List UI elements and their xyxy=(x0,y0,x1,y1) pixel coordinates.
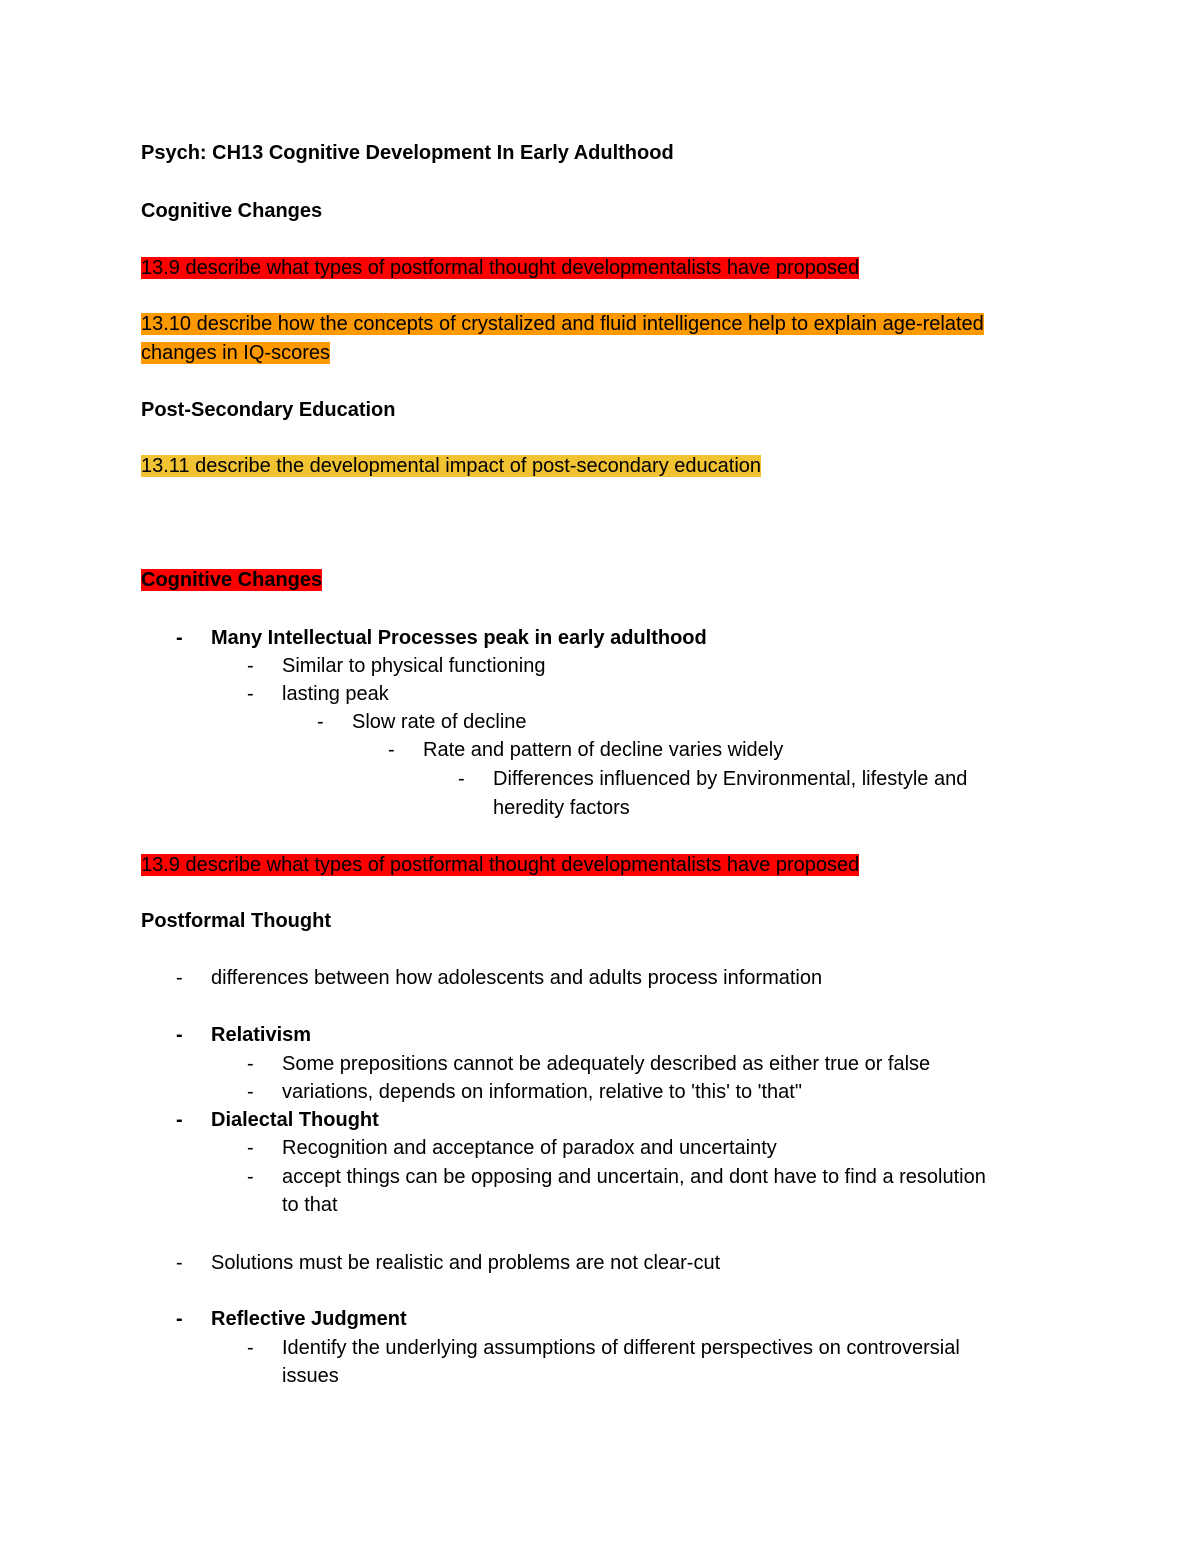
bullet-dash: - xyxy=(176,1252,183,1274)
objective-13-10-text-2: changes in IQ-scores xyxy=(141,342,330,364)
objective-13-10-line2 xyxy=(141,339,330,367)
bullet-dash: - xyxy=(247,683,254,705)
objective-13-11-text: 13.11 describe the developmental impact of post-secondary education xyxy=(141,455,762,477)
list-item: Identify the underlying assumptions of different perspectives on controversial xyxy=(282,1337,960,1359)
bullet-dash: - xyxy=(176,1024,183,1046)
bullet-dash: - xyxy=(247,1166,254,1188)
objective-13-10-line1 xyxy=(141,310,984,338)
list-item: Recognition and acceptance of paradox and uncertainty xyxy=(282,1137,777,1159)
list-item: Slow rate of decline xyxy=(352,711,527,733)
heading-post-secondary: Post-Secondary Education xyxy=(141,399,396,421)
bullet-dash: - xyxy=(458,768,465,790)
list-item-relativism: Relativism xyxy=(211,1024,312,1046)
bullet-dash: - xyxy=(176,1109,183,1131)
list-item-reflective: Reflective Judgment xyxy=(211,1308,407,1330)
list-item-dialectal: Dialectal Thought xyxy=(211,1109,379,1131)
bullet-dash: - xyxy=(247,655,254,677)
list-item: differences between how adolescents and adults process information xyxy=(211,967,823,989)
bullet-dash: - xyxy=(176,627,183,649)
bullet-dash: - xyxy=(247,1053,254,1075)
section-heading-cognitive-text: Cognitive Changes xyxy=(141,569,323,591)
list-item: accept things can be opposing and uncertain, and dont have to find a resolution xyxy=(282,1166,986,1188)
heading-postformal-thought: Postformal Thought xyxy=(141,910,331,932)
bullet-dash: - xyxy=(176,1308,183,1330)
list-item: Similar to physical functioning xyxy=(282,655,546,677)
bullet-dash: - xyxy=(247,1337,254,1359)
bullet-dash: - xyxy=(388,739,395,761)
bullet-dash: - xyxy=(247,1081,254,1103)
list-item: lasting peak xyxy=(282,683,389,705)
section-heading-cognitive xyxy=(141,566,322,594)
bullet-dash: - xyxy=(247,1137,254,1159)
list-item-continued: heredity factors xyxy=(493,797,630,819)
objective-13-9-repeat-text: 13.9 describe what types of postformal thought developmentalists have proposed xyxy=(141,854,860,876)
list-item: Solutions must be realistic and problems are not clear-cut xyxy=(211,1252,721,1274)
list-item: Differences influenced by Environmental, lifestyle and xyxy=(493,768,968,790)
document-title: Psych: CH13 Cognitive Development In Early Adulthood xyxy=(141,142,674,164)
list-item: Many Intellectual Processes peak in early adulthood xyxy=(211,627,707,649)
list-item: variations, depends on information, relative to 'this' to 'that" xyxy=(282,1081,802,1103)
heading-cognitive-changes: Cognitive Changes xyxy=(141,200,323,222)
list-item-continued: issues xyxy=(282,1365,339,1387)
list-item-continued: to that xyxy=(282,1194,338,1216)
objective-13-9-text: 13.9 describe what types of postformal thought developmentalists have proposed xyxy=(141,257,860,279)
list-item: Rate and pattern of decline varies widely xyxy=(423,739,784,761)
objective-13-11 xyxy=(141,452,761,480)
objective-13-9-repeat xyxy=(141,851,859,879)
objective-13-10-text-1: 13.10 describe how the concepts of crystalized and fluid intelligence help to explain age-related xyxy=(141,313,984,335)
bullet-dash: - xyxy=(176,967,183,989)
list-item: Some prepositions cannot be adequately described as either true or false xyxy=(282,1053,931,1075)
bullet-dash: - xyxy=(317,711,324,733)
objective-13-9 xyxy=(141,254,859,282)
